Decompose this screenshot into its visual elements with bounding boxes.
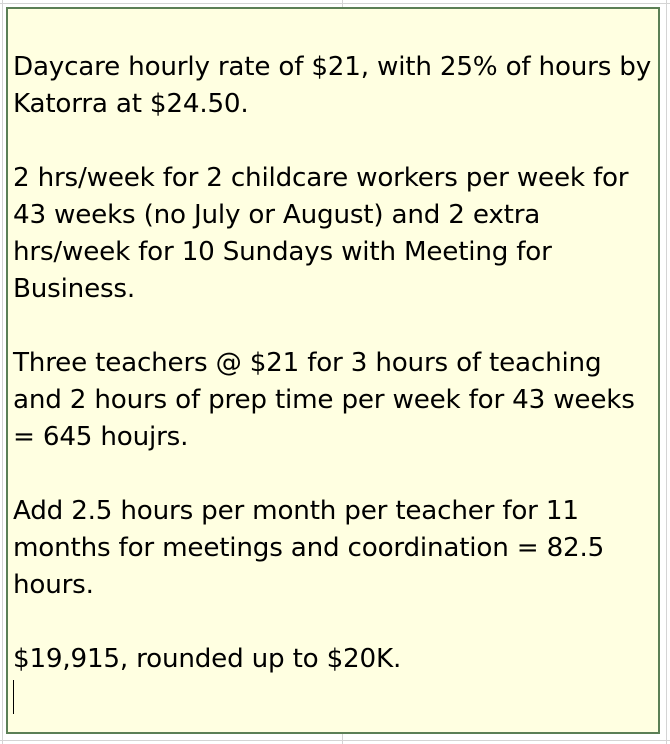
gridline — [666, 0, 667, 744]
gridline — [2, 0, 3, 744]
comment-text-area[interactable] — [13, 49, 658, 714]
cell-comment-box[interactable] — [6, 7, 660, 734]
gridline — [0, 3, 670, 4]
comment-paragraph-rate: Daycare hourly rate of $21, with 25% of hours by Katorra at $24.50. — [13, 52, 652, 119]
gridline — [0, 740, 670, 741]
comment-paragraph-total: $19,915, rounded up to $20K. — [13, 644, 402, 674]
comment-paragraph-meetings: Add 2.5 hours per month per teacher for 11 months for meetings and coordination = 82.5 hours. — [13, 496, 605, 600]
text-cursor — [13, 680, 14, 714]
comment-paragraph-childcare: 2 hrs/week for 2 childcare workers per week for 43 weeks (no July or August) and 2 extra hrs/week for 10 Sundays with Meeting for Business. — [13, 163, 629, 304]
comment-paragraph-teachers: Three teachers @ $21 for 3 hours of teaching and 2 hours of prep time per week for 43 weeks = 645 houjrs. — [13, 348, 635, 452]
